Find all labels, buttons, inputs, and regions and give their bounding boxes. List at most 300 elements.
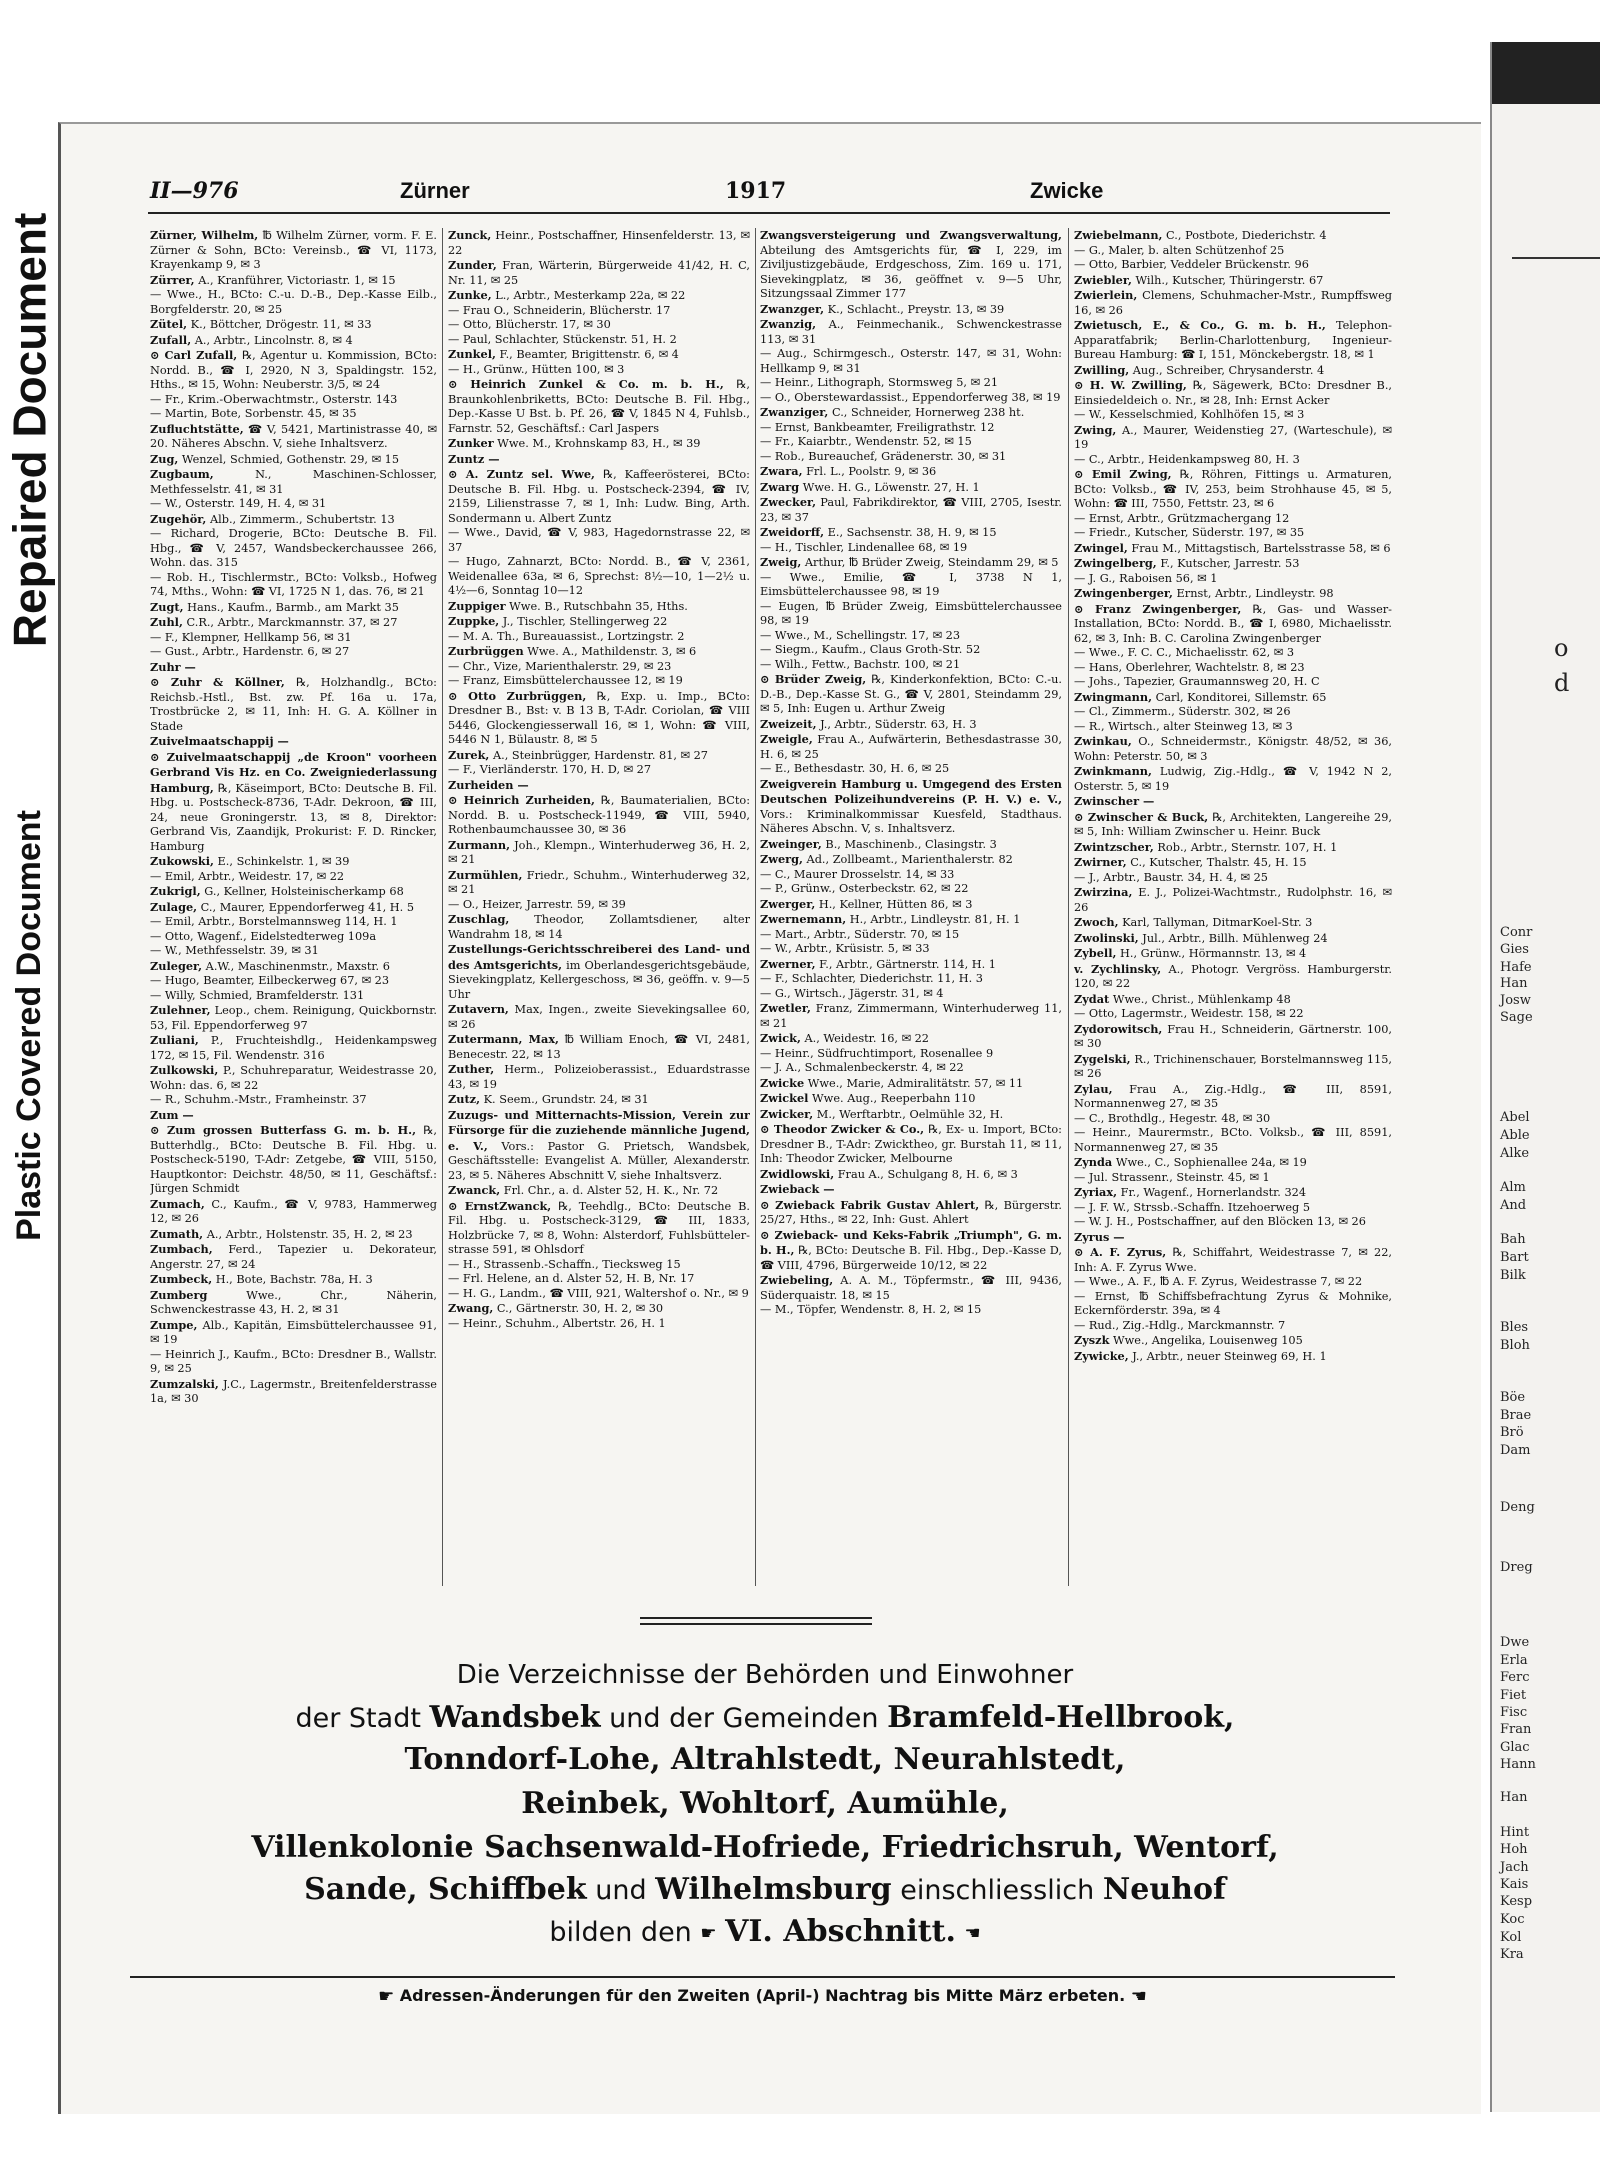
entry-details: L., Arbtr., Mesterkamp 22a, ✉ 22 (491, 289, 686, 302)
directory-entry (1074, 1201, 1392, 1216)
directory-entry (1074, 705, 1392, 720)
directory-entry (150, 1197, 437, 1227)
directory-entry (448, 689, 750, 748)
entry-details: Fr., Wagenf., Hornerlandstr. 324 (1117, 1186, 1307, 1199)
directory-entry (1074, 244, 1392, 259)
directory-entry (448, 599, 750, 615)
directory-entry (1074, 1082, 1392, 1112)
entry-details: — R., Schuhm.-Mstr., Framheinstr. 37 (150, 1093, 367, 1106)
pointing-hand-icon: ☛ (700, 1923, 717, 1944)
directory-entry (1074, 764, 1392, 794)
adjacent-page-text: Brae (1500, 1408, 1532, 1423)
directory-entry (760, 672, 1062, 717)
plastic-covered-label: Plastic Covered Document (9, 809, 48, 1241)
announcement-line-7: bilden den ☛ VI. Abschnitt. ☚ (549, 1914, 981, 1949)
entry-details: Fran, Wärterin, Bürgerweide 41/42, H. C, Nr. 11, ✉ 25 (448, 259, 750, 287)
entry-name: ⊙ ErnstZwanck, (448, 1198, 552, 1213)
entry-name: ⊙ Zwieback Fabrik Gustav Ahlert, (760, 1197, 980, 1212)
directory-entry (448, 778, 750, 794)
directory-entry (1074, 810, 1392, 840)
scan-side-strip (0, 0, 58, 2177)
directory-entry (760, 868, 1062, 883)
entry-details: — Aug., Schirmgesch., Osterstr. 147, ✉ 31, Wohn: Hellkamp 9, ✉ 31 (760, 347, 1062, 375)
directory-entry (150, 467, 437, 497)
entry-details: H., Kellner, Hütten 86, ✉ 3 (815, 897, 973, 911)
entry-details: — E., Bethesdastr. 30, H. 6, ✉ 25 (760, 762, 950, 775)
entry-details: — J. F. W., Strssb.-Schaffn. Itzehoerweg 5 (1074, 1200, 1311, 1214)
entry-name: Zumpe, (150, 1317, 198, 1332)
entry-details: — Ernst, ℔ Schiffsbefrachtung Zyrus & Mohnike, Eckernförderstr. 39a, ✉ 4 (1074, 1289, 1392, 1317)
directory-entry (150, 660, 437, 676)
directory-entry (150, 1063, 437, 1093)
directory-entry (1074, 1007, 1392, 1022)
entry-name: Zynda (1074, 1155, 1113, 1169)
entry-details: — Otto, Lagermstr., Weidestr. 158, ✉ 22 (1074, 1007, 1304, 1020)
entry-name: Zwintzscher, (1074, 839, 1154, 854)
entry-details: — Wilh., Fettw., Bachstr. 100, ✉ 21 (760, 657, 961, 671)
adjacent-page-text: Dam (1500, 1443, 1531, 1458)
directory-entry (760, 912, 1062, 928)
entry-details: A., Arbtr., Lincolnstr. 8, ✉ 4 (191, 333, 353, 347)
entry-details: — Johs., Tapezier, Graumannsweg 20, H. C (1074, 675, 1320, 688)
directory-entry (760, 643, 1062, 658)
entry-details: Theodor, Zollamtsdiener, alter Wandrahm 18, ✉ 14 (448, 913, 750, 941)
entry-name: ⊙ Zwieback- und Keks-Fabrik „Triumph", G. m. b. H., (760, 1227, 1062, 1257)
entry-name: Zwingelberg, (1074, 556, 1157, 570)
entry-details: ℔ Wilhelm Zürner, vorm. F. E. Zürner & Sohn, BCto: Vereinsb., ☎ VI, 1173, Krayenkamp 9, ✉ 3 (150, 229, 437, 271)
entry-details: — J. G., Raboisen 56, ✉ 1 (1074, 571, 1218, 585)
entry-name: Zugbaum, (150, 467, 214, 481)
entry-name: Zwanzger, (760, 301, 825, 316)
directory-entry (150, 1108, 437, 1124)
directory-entry (1074, 512, 1392, 527)
directory-entry (448, 1301, 750, 1317)
directory-entry (760, 629, 1062, 644)
adjacent-page-text: Glac (1500, 1740, 1530, 1755)
directory-entry (150, 1123, 437, 1197)
entry-details: Heinr., Postschaffner, Hinsenfelderstr. 13, ✉ 22 (448, 229, 750, 257)
entry-details: — H. G., Landm., ☎ VIII, 921, Waltershof o. Nr., ✉ 9 (448, 1286, 749, 1300)
entry-name: Zywicke, (1074, 1348, 1129, 1363)
entry-details: ℞, Ex- u. Import, BCto: Dresdner B., T-Adr: Zwicktheo, gr. Burstah 11, ✉ 11, Inh: Theodor Zwicker, Melbourne (760, 1123, 1062, 1165)
scan-shadow (1492, 42, 1600, 104)
entry-name: Zwingenberger, (1074, 586, 1173, 600)
directory-entry (760, 1031, 1062, 1047)
entry-details: A., Arbtr., Holstenstr. 35, H. 2, ✉ 23 (203, 1227, 413, 1241)
entry-details: ℞, Gas- und Wasser-Installation, BCto: Nordd. B., ☎ I, 6980, Michaelisstr. 62, ✉ 3, Inh: B. C. Carolina Zwingenberger (1074, 602, 1392, 645)
entry-details: — Rob., Bureauchef, Grädenerstr. 30, ✉ 31 (760, 449, 1007, 463)
adjacent-page-text: Kol (1500, 1930, 1522, 1945)
entry-name: ⊙ Zwinscher & Buck, (1074, 809, 1209, 824)
directory-entry (448, 614, 750, 630)
entry-name: Zustellungs-Gerichtsschreiberei des Land- und des Amtsgerichts, (448, 942, 750, 972)
entry-details: ℞, Teehdlg., BCto: Deutsche B. Fil. Hbg. u. Postscheck-3129, ☎ III, 1833, Holzbrücke 7, ✉ 8, Wohn: Alsterdorf, Fuhlsbütteler-strasse 591, ✉ Ohlsdorf (448, 1199, 750, 1256)
entry-details: K. Seem., Grundstr. 24, ✉ 31 (480, 1093, 649, 1106)
entry-details: Wwe., Angelika, Louisenweg 105 (1109, 1334, 1303, 1347)
adjacent-page-text: Alke (1500, 1146, 1530, 1161)
directory-entry (1074, 855, 1392, 871)
adjacent-page-text: Koc (1500, 1912, 1525, 1927)
entry-details: — Hans, Oberlehrer, Wachtelstr. 8, ✉ 23 (1074, 660, 1305, 674)
directory-entry (448, 304, 750, 319)
entry-name: Zwirzina, (1074, 885, 1133, 899)
directory-entry (1074, 720, 1392, 735)
directory-entry (150, 571, 437, 600)
entry-details: — O., Oberstewardassist., Eppendorferweg 38, ✉ 19 (760, 390, 1061, 404)
directory-entry (760, 1167, 1062, 1183)
entry-details: ℞, Sägewerk, BCto: Dresdner B., Einsiedeldeich o. Nr., ✉ 28, Inh: Ernst Acker (1074, 379, 1392, 407)
directory-entry (448, 1108, 750, 1184)
entry-name: Zumbach, (150, 1242, 213, 1256)
entry-name: Zürner, Wilhelm, (150, 228, 259, 242)
entry-name: Zwiebelmann, (1074, 228, 1163, 242)
adjacent-page-text: Jach (1500, 1860, 1529, 1875)
adjacent-page-text: Ferc (1500, 1670, 1530, 1685)
directory-entry (448, 1272, 750, 1287)
directory-entry (150, 452, 437, 468)
entry-name: Zwerger, (760, 896, 816, 911)
directory-entry (1074, 675, 1392, 690)
adjacent-page-text: Sage (1500, 1010, 1533, 1025)
directory-entry (448, 644, 750, 660)
directory-entry (760, 732, 1062, 762)
header-year: 1917 (725, 178, 787, 204)
double-rule-bottom (640, 1623, 872, 1625)
adjacent-page-text: Hint (1500, 1825, 1530, 1840)
entry-details: — Otto, Barbier, Veddeler Brückenstr. 96 (1074, 258, 1309, 271)
entry-details: ℞, Agentur u. Kommission, BCto: Nordd. B., ☎ I, 2920, N 3, Spaldingstr. 152, Hths., ✉ 15, Wohn: Neuberstr. 3/5, ✉ 24 (150, 349, 437, 391)
entry-details: Wenzel, Schmied, Gothenstr. 29, ✉ 15 (178, 452, 400, 466)
entry-details: — Wwe., F. C. C., Michaelisstr. 62, ✉ 3 (1074, 646, 1295, 659)
entry-name: Zukrigl, (150, 884, 201, 898)
adjacent-page-text: Abel (1500, 1110, 1530, 1125)
directory-entry (448, 942, 750, 1002)
entry-name: Zwarg (760, 479, 800, 494)
entry-name: Zumberg (150, 1287, 208, 1302)
directory-entry (760, 376, 1062, 391)
adjacent-page-text: Fiet (1500, 1688, 1527, 1703)
entry-details: Arthur, ℔ Brüder Zweig, Steindamm 29, ✉ 5 (801, 556, 1059, 569)
entry-details: Frau M., Mittagstisch, Bartelsstrasse 58, ✉ 6 (1127, 541, 1391, 555)
entry-name: Zwierlein, (1074, 288, 1138, 302)
entry-name: Zütel, (150, 317, 188, 331)
directory-entry (150, 615, 437, 631)
directory-entry (1074, 318, 1392, 363)
directory-entry (150, 1003, 437, 1033)
directory-entry (1074, 423, 1392, 453)
adjacent-page-text: Conr (1500, 925, 1533, 940)
entry-name: ⊙ A. F. Zyrus, (1074, 1245, 1167, 1259)
directory-entry (150, 631, 437, 646)
entry-name: Zwidlowski, (760, 1166, 835, 1181)
entry-name: v. Zychlinsky, (1074, 961, 1162, 976)
entry-details: ℞, Röhren, Fittings u. Armaturen, BCto: Volksb., ☎ IV, 253, beim Strohhause 45, ✉ 5, Wohn: ☎ III, 7550, Fettstr. 23, ✉ 6 (1074, 468, 1392, 510)
adjacent-page-text: Han (1500, 1790, 1528, 1805)
entry-details: — Rob. H., Tischlermstr., BCto: Volksb., Hofweg 74, Mths., Wohn: ☎ VI, 1725 N 1, das. 76, ✉ 21 (150, 570, 437, 598)
entry-name: Zulage, (150, 899, 198, 914)
adjacent-page-text: And (1500, 1198, 1527, 1213)
entry-name: ⊙ Theodor Zwicker & Co., (760, 1122, 925, 1136)
entry-name: Zwiebeling, (760, 1273, 834, 1287)
directory-entry (150, 527, 437, 571)
entry-name: Zweig, (760, 555, 802, 569)
footer-note: ☛ Adressen-Änderungen für den Zweiten (April-) Nachtrag bis Mitte März erbeten. ☚ (378, 1986, 1147, 2007)
directory-entry (760, 928, 1062, 943)
entry-details: — Emil, Arbtr., Weidestr. 17, ✉ 22 (150, 869, 345, 883)
entry-details: K., Böttcher, Drögestr. 11, ✉ 33 (187, 318, 372, 331)
entry-name: ⊙ Zuhr & Köllner, (150, 675, 285, 689)
entry-name: Zulehner, (150, 1003, 211, 1017)
entry-details: E., Schinkelstr. 1, ✉ 39 (213, 855, 350, 868)
column-divider (442, 228, 443, 1586)
directory-entry (760, 1122, 1062, 1167)
directory-entry (1074, 840, 1392, 856)
entry-name: Zwerner, (760, 956, 816, 971)
directory-entry (1074, 572, 1392, 587)
directory-entry (1074, 646, 1392, 661)
entry-details: Frau A., Schulgang 8, H. 6, ✉ 3 (834, 1167, 1018, 1181)
entry-details: Frau H., Schneiderin, Gärtnerstr. 100, ✉ 30 (1074, 1022, 1392, 1050)
entry-details: J., Arbtr., Süderstr. 63, H. 3 (816, 717, 977, 731)
entry-details: — O., Heizer, Jarrestr. 59, ✉ 39 (448, 897, 626, 911)
entry-name: Zwingel, (1074, 540, 1128, 555)
page-number: II—976 (150, 178, 239, 204)
directory-entry (1074, 378, 1392, 408)
entry-name: Zygelski, (1074, 1051, 1131, 1066)
announcement-line-6: Sande, Schiffbek und Wilhelmsburg einschliesslich Neuhof (304, 1872, 1226, 1907)
directory-entry (1074, 1349, 1392, 1365)
entry-details: G., Kellner, Holsteinischerkamp 68 (200, 885, 404, 898)
entry-name: Zwara, (760, 464, 803, 478)
directory-entry (448, 377, 750, 436)
directory-entry (150, 915, 437, 930)
entry-details: ℞, Butterhdlg., BCto: Deutsche B. Fil. Hbg. u. Postscheck-5190, T-Adr: Zetgebe, ☎ VIII, 5150, Hauptkontor: Deichstr. 48/50, ✉ 11, Geschäftsf.: Jürgen Schmidt (150, 1124, 437, 1195)
entry-details: ℔ William Enoch, ☎ VI, 2481, Benecestr. 22, ✉ 13 (448, 1033, 750, 1061)
entry-details: — Wwe., David, ☎ V, 983, Hagedornstrasse 22, ✉ 37 (448, 526, 750, 554)
directory-entry (760, 391, 1062, 406)
entry-details: ℞, Braunkohlenbriketts, BCto: Deutsche B. Fil. Hbg., Dep.-Kasse U Bst. b. Pf. 26, ☎ V, 1845 N 4, Fuhlsb., Farnstr. 52, Geschäftsf.: Carl Jaspers (448, 378, 750, 435)
entry-details: Aug., Schreiber, Chrysanderstr. 4 (1129, 363, 1325, 377)
directory-entry (760, 987, 1062, 1002)
directory-entry (1074, 408, 1392, 423)
entry-details: ℞, Schiffahrt, Weidestrasse 7, ✉ 22, Inh: A. F. Zyrus Wwe. (1074, 1246, 1392, 1274)
directory-entry (448, 1062, 750, 1092)
entry-name: Zweigverein Hamburg u. Umgegend des Ersten Deutschen Polizeihundvereins (P. H. V.) e. V., (760, 776, 1062, 806)
entry-details: C.R., Arbtr., Marckmannstr. 37, ✉ 27 (182, 616, 398, 629)
entry-name: Zumzalski, (150, 1376, 219, 1391)
directory-entry (760, 1273, 1062, 1303)
entry-details: M., Werftarbtr., Oelmühle 32, H. (813, 1107, 1004, 1121)
entry-details: A. A. M., Töpfermstr., ☎ III, 9436, Süderquaistr. 18, ✉ 15 (760, 1274, 1062, 1302)
entry-name: Zwecker, (760, 495, 817, 509)
entry-name: Zwick, (760, 1031, 801, 1045)
directory-entry (760, 1001, 1062, 1031)
adjacent-page-text: Brö (1500, 1425, 1524, 1440)
directory-entry (1074, 690, 1392, 706)
entry-details: Max, Ingen., zweite Sievekingsallee 60, ✉ 26 (448, 1003, 750, 1031)
entry-name: Zwerg, (760, 852, 803, 866)
entry-details: — F., Klempner, Hellkamp 56, ✉ 31 (150, 630, 352, 644)
entry-details: — Hugo, Beamter, Eilbeckerweg 67, ✉ 23 (150, 974, 390, 987)
entry-details: Friedr., Schuhm., Winterhuderweg 32, ✉ 21 (448, 868, 750, 896)
entry-details: O., Schneidermstr., Königstr. 48/52, ✉ 36, Wohn: Peterstr. 50, ✉ 3 (1074, 735, 1392, 763)
entry-details: — F., Vierländerstr. 170, H. D, ✉ 27 (448, 763, 652, 776)
directory-entry (1074, 1230, 1392, 1246)
entry-details: Telephon-Apparatfabrik; Berlin-Charlottenburg, Ingenieur-Bureau Hamburg: ☎ I, 151, Mönckebergstr. 18, ✉ 1 (1074, 319, 1392, 361)
entry-details: — Franz, Eimsbüttelerchaussee 12, ✉ 19 (448, 674, 683, 687)
directory-entry (1074, 453, 1392, 468)
adjacent-page-text: Hoh (1500, 1842, 1528, 1857)
directory-entry (448, 347, 750, 363)
directory-entry (760, 1061, 1062, 1076)
entry-name: Zwing, (1074, 422, 1117, 437)
directory-entry (760, 571, 1062, 600)
entry-details: Wilh., Kutscher, Thüringerstr. 67 (1131, 273, 1324, 287)
directory-entry (448, 436, 750, 452)
directory-entry (1074, 1319, 1392, 1334)
directory-entry (150, 333, 437, 349)
entry-name: Zuhr — (150, 659, 196, 674)
directory-entry (760, 347, 1062, 376)
directory-entry (760, 1228, 1062, 1274)
directory-entry (448, 1317, 750, 1332)
entry-details: Hans., Kaufm., Barmb., am Markt 35 (183, 600, 399, 614)
directory-entry (150, 959, 437, 975)
entry-details: — H., Strassenb.-Schaffn., Tiecksweg 15 (448, 1257, 681, 1271)
entry-details: — Otto, Wagenf., Eidelstedterweg 109a (150, 929, 377, 943)
entry-details: — Cl., Zimmerm., Süderstr. 302, ✉ 26 (1074, 705, 1291, 718)
entry-details: ℞, Holzhandlg., BCto: Reichsb.-Hstl., Bst. zw. Pf. 16a u. 17a, Trostbrücke 2, ✉ 11, Inh: H. G. A. Köllner in Stade (150, 676, 437, 733)
entry-details: ℞, Kaffeerösterei, BCto: Deutsche B. Fil. Hbg. u. Postscheck-2394, ☎ IV, 2159, Lilienstrasse 7, ✉ 1, Inh: Ludw. Bing, Arth. Sondermann u. Albert Zuntz (448, 468, 750, 525)
directory-entry (1074, 1290, 1392, 1319)
adjacent-page-text: Bilk (1500, 1268, 1526, 1283)
directory-entry (448, 674, 750, 689)
entry-name: ⊙ Emil Zwing, (1074, 467, 1172, 481)
directory-entry (448, 838, 750, 868)
entry-name: Zumath, (150, 1226, 204, 1241)
entry-details: — J., Arbtr., Baustr. 34, H. 4, ✉ 25 (1074, 870, 1268, 884)
entry-details: A., Kranführer, Victoriastr. 1, ✉ 15 (194, 273, 396, 287)
entry-name: Zwolinski, (1074, 930, 1139, 945)
entry-name: Zwietusch, E., & Co., G. m. b. H., (1074, 318, 1326, 332)
entry-name: Zutermann, Max, (448, 1032, 559, 1046)
directory-entry (150, 870, 437, 885)
footer-rule (130, 1976, 1395, 1978)
directory-entry (448, 258, 750, 288)
directory-column-3 (760, 228, 1062, 1588)
entry-details: — C., Maurer Drosselstr. 14, ✉ 33 (760, 867, 955, 881)
adjacent-page (1490, 42, 1600, 2112)
directory-entry (448, 1092, 750, 1108)
directory-entry (1074, 363, 1392, 379)
entry-name: Zunder, (448, 258, 497, 272)
entry-name: Zwernemann, (760, 912, 847, 926)
directory-entry (150, 407, 437, 422)
entry-details: Frl. L., Poolstr. 9, ✉ 36 (802, 465, 937, 478)
announcement-line-3: Tonndorf-Lohe, Altrahlstedt, Neurahlstedt, (404, 1742, 1126, 1777)
column-divider (1068, 228, 1069, 1586)
directory-entry (760, 464, 1062, 480)
directory-entry (448, 1002, 750, 1032)
entry-name: Zurheiden — (448, 777, 529, 792)
entry-details: Vors.: Pastor G. Prietsch, Wandsbek, Geschäftsstelle: Evangelist A. Müller, Alexanderstr. 23, ✉ 5. Näheres Abschnitt V, siehe Inhaltsverz. (448, 1139, 750, 1182)
adjacent-page-text: o (1554, 634, 1569, 662)
directory-entry (1074, 1171, 1392, 1186)
entry-details: Joh., Klempn., Winterhuderweg 36, H. 2, ✉ 21 (448, 838, 750, 866)
entry-details: — M. A. Th., Bureauassist., Lortzingstr. 2 (448, 629, 685, 643)
directory-entry (150, 1288, 437, 1318)
adjacent-page-text: Hafe (1500, 960, 1532, 975)
directory-entry (150, 675, 437, 734)
entry-details: F., Arbtr., Gärtnerstr. 114, H. 1 (815, 957, 996, 971)
directory-entry (150, 497, 437, 512)
directory-entry (1074, 1333, 1392, 1349)
entry-details: — Ernst, Arbtr., Grützmachergang 12 (1074, 511, 1290, 525)
entry-name: Zugt, (150, 599, 184, 614)
entry-details: A., Weidestr. 16, ✉ 22 (800, 1032, 929, 1045)
entry-details: — G., Wirtsch., Jägerstr. 31, ✉ 4 (760, 986, 944, 1000)
directory-entry (760, 762, 1062, 777)
entry-details: Wwe., Marie, Admiralitätstr. 57, ✉ 11 (804, 1076, 1024, 1090)
entry-details: Clemens, Schuhmacher-Mstr., Rumpffsweg 16, ✉ 26 (1074, 289, 1392, 317)
adjacent-page-text: Dreg (1500, 1560, 1533, 1575)
entry-name: ⊙ Carl Zufall, (150, 348, 238, 362)
adjacent-page-text: Alm (1500, 1180, 1526, 1195)
directory-entry (448, 288, 750, 304)
adjacent-page-text: Josw (1500, 993, 1531, 1008)
entry-name: Zugehör, (150, 511, 207, 526)
directory-entry (1074, 885, 1392, 915)
directory-entry (448, 1258, 750, 1273)
adjacent-page-text: Deng (1500, 1500, 1535, 1515)
adjacent-page-text: Bart (1500, 1250, 1529, 1265)
directory-entry (150, 422, 437, 452)
directory-entry (760, 777, 1062, 837)
directory-entry (150, 900, 437, 916)
directory-entry (150, 1227, 437, 1243)
entry-details: — H., Grünw., Hütten 100, ✉ 3 (448, 362, 625, 376)
entry-details: — Jul. Strassenr., Steinstr. 45, ✉ 1 (1074, 1170, 1270, 1184)
entry-name: Zumach, (150, 1196, 205, 1211)
directory-entry (448, 868, 750, 898)
directory-entry (1074, 1245, 1392, 1275)
column-divider (755, 228, 756, 1586)
directory-entry (150, 989, 437, 1004)
directory-entry (150, 974, 437, 989)
entry-details: H., Grünw., Hörmannstr. 13, ✉ 4 (1116, 947, 1307, 960)
double-rule-top (640, 1617, 872, 1619)
directory-entry (760, 717, 1062, 733)
header-rule (148, 212, 1390, 214)
entry-details: — Wwe., H., BCto: C.-u. D.-B., Dep.-Kasse Eilb., Borgfelderstr. 20, ✉ 25 (150, 288, 437, 316)
entry-details: — Fr., Krim.-Oberwachtmstr., Osterstr. 143 (150, 392, 398, 406)
entry-details: Ferd., Tapezier u. Dekorateur, Angerstr. 27, ✉ 24 (150, 1243, 437, 1271)
entry-name: Zurek, (448, 747, 490, 762)
directory-entry (150, 393, 437, 408)
entry-details: Wwe., Chr., Näherin, Schwenckestrasse 43, H. 2, ✉ 31 (150, 1288, 437, 1316)
directory-entry (448, 318, 750, 333)
entry-name: Zuntz — (448, 451, 500, 466)
directory-entry (760, 852, 1062, 868)
entry-details: Abteilung des Amtsgerichts für, ☎ I, 229, im Ziviljustizgebäude, Erdgeschoss, Zim. 169 u. 171, Sievekingplatz, ✉ 36, geöffnet v. 9—5 Uhr, Sitzungssaal Zimmer 177 (760, 243, 1062, 300)
entry-details: ℞, BCto: Deutsche B. Fil. Hbg., Dep.-Kasse D, ☎ VIII, 4796, Bürgerweide 10/12, ✉ 22 (760, 1244, 1062, 1272)
entry-details: J.C., Lagermstr., Breitenfelderstrasse 1a, ✉ 30 (150, 1377, 437, 1405)
entry-details: — P., Grünw., Osterbeckstr. 62, ✉ 22 (760, 882, 969, 895)
directory-entry (448, 793, 750, 838)
entry-details: — Rud., Zig.-Hdlg., Marckmannstr. 7 (1074, 1318, 1286, 1332)
directory-entry (150, 512, 437, 528)
directory-entry (1074, 1022, 1392, 1052)
